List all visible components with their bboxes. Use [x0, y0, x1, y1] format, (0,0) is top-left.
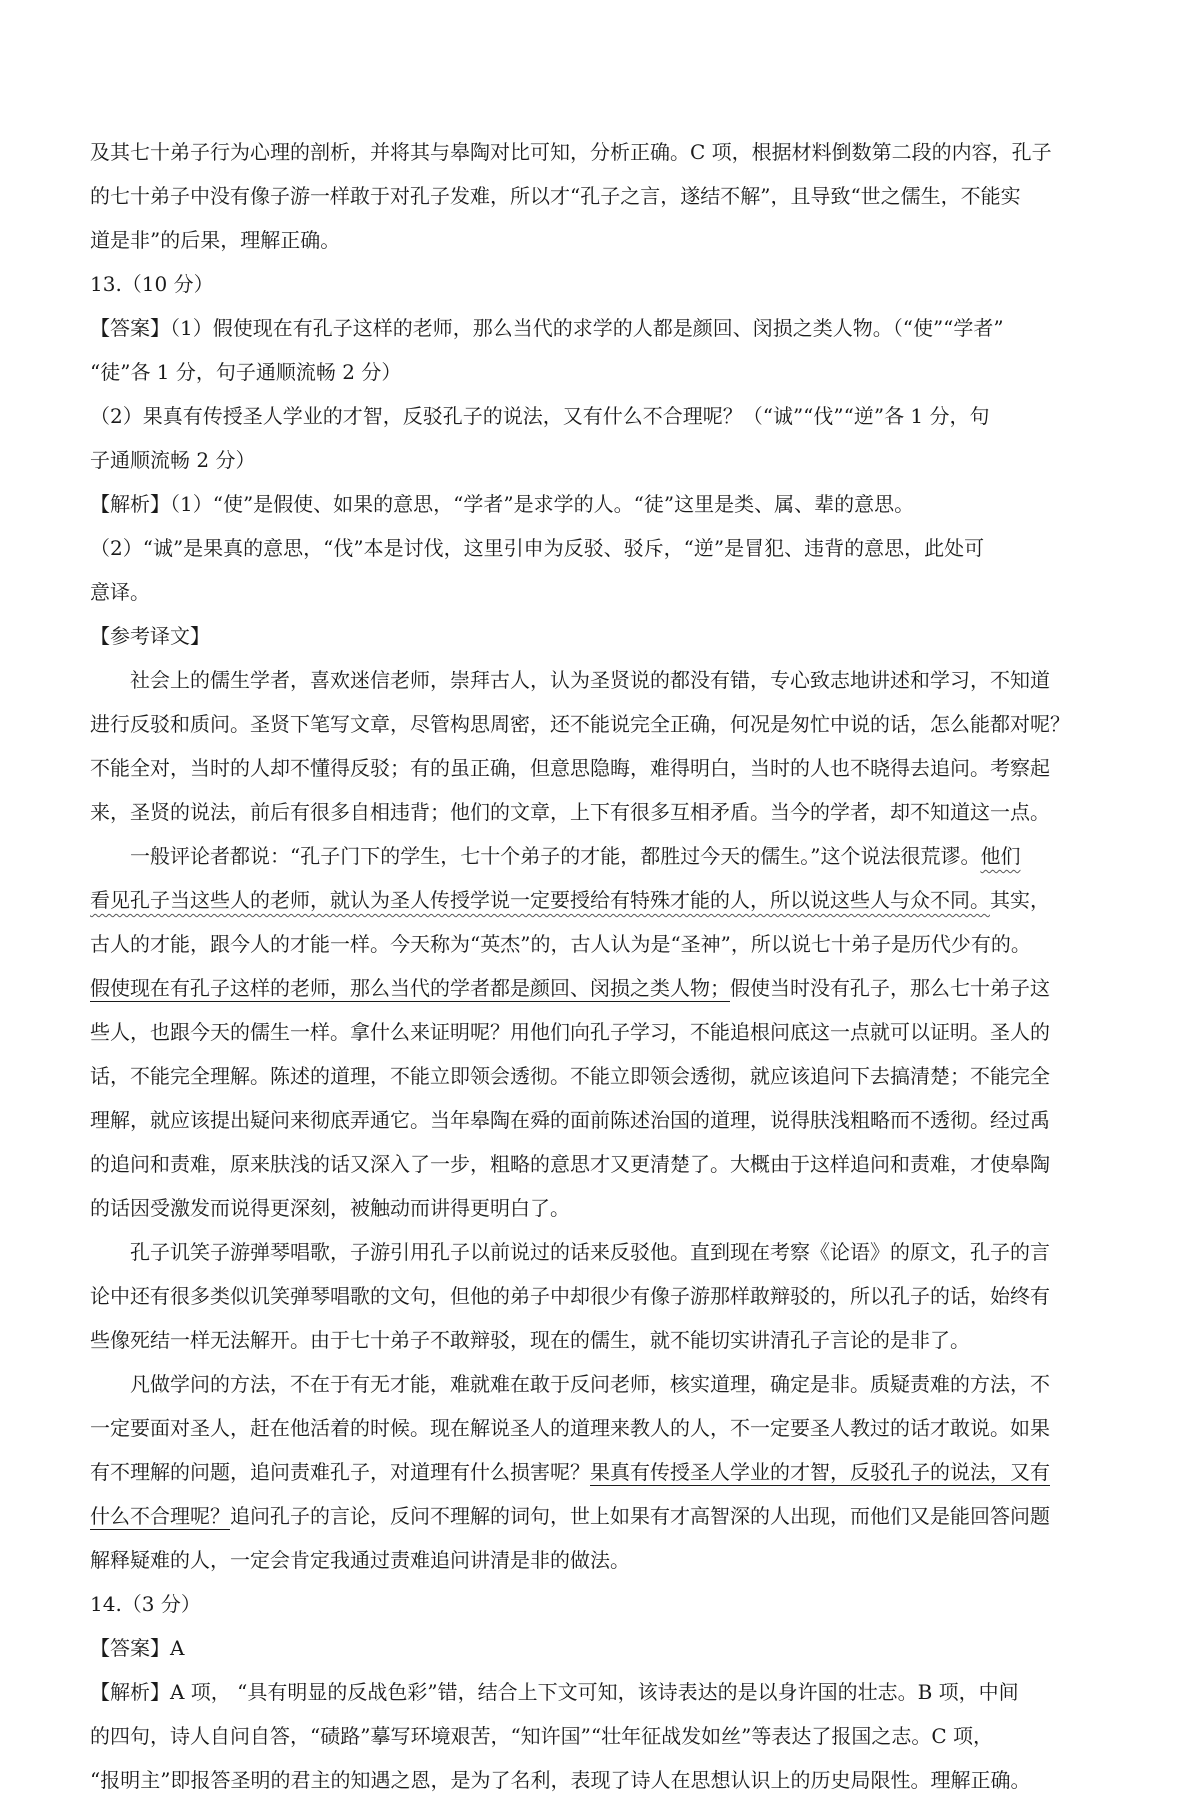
analysis-line: 意译。: [90, 580, 150, 604]
text-line: 社会上的儒生学者，喜欢迷信老师，崇拜古人，认为圣贤说的都没有错，专心致志地讲述和学习，不知道: [130, 668, 1050, 692]
underlined-text: 假使现在有孔子这样的老师，那么当代的学者都是颜回、闵损之类人物；: [90, 976, 730, 1000]
text-line: 话，不能完全理解。陈述的道理，不能立即领会透彻。不能立即领会透彻，就应该追问下去搞清楚；不能完全: [90, 1064, 1050, 1088]
text-line: 论中还有很多类似讥笑弹琴唱歌的文句，但他的弟子中却很少有像子游那样敢辩驳的，所以孔子的话，始终有: [90, 1284, 1050, 1308]
analysis-line: 的四句，诗人自问自答，“碛路”摹写环境艰苦，“知许国”“壮年征战发如丝”等表达了报国之志。C 项，: [90, 1724, 994, 1748]
question-number: 14.（3 分）: [90, 1592, 201, 1616]
question-number: 13.（10 分）: [90, 272, 214, 296]
reference-translation: [90, 614, 1110, 1582]
question-13: [90, 262, 1110, 614]
analysis-line: “报明主”即报答圣明的君主的知遇之恩，是为了名利，表现了诗人在思想认识上的历史局限性。理解正确。: [90, 1768, 1031, 1792]
answer-line: “徒”各 1 分，句子通顺流畅 2 分）: [90, 360, 402, 384]
text-segment: 其实，: [990, 888, 1050, 912]
text-segment: 有不理解的问题，追问责难孔子，对道理有什么损害呢？: [90, 1460, 590, 1484]
text-segment: 假使当时没有孔子，那么七十弟子这: [730, 976, 1050, 1000]
text-line: [90, 878, 1110, 922]
underlined-text: 果真有传授圣人学业的才智，反驳孔子的说法，又有: [590, 1460, 1050, 1484]
wavy-underlined-text: 他们: [980, 844, 1021, 868]
text-line: 解释疑难的人，一定会肯定我通过责难追问讲清是非的做法。: [90, 1548, 630, 1572]
question-14: [90, 1582, 1110, 1802]
answer-line: 【答案】（1）假使现在有孔子这样的老师，那么当代的求学的人都是颜回、闵损之类人物。（“使”“学者”: [90, 316, 1004, 340]
answer-line: （2）果真有传授圣人学业的才智，反驳孔子的说法，又有什么不合理呢？（“诚”“伐”“逆”各 1 分，句: [90, 404, 990, 428]
underlined-text: 什么不合理呢？: [90, 1504, 230, 1528]
wavy-underlined-text: 看见孔子当这些人的老师，就认为圣人传授学说一定要授给有特殊才能的人，所以说这些人与众不同。: [90, 888, 990, 912]
text-line: [90, 1450, 1110, 1494]
text-segment: 一般评论者都说：“孔子门下的学生，七十个弟子的才能，都胜过今天的儒生。”这个说法很荒谬。: [130, 844, 981, 868]
text-line: 的七十弟子中没有像子游一样敢于对孔子发难，所以才“孔子之言，遂结不解”，且导致“世之儒生，不能实: [90, 184, 1021, 208]
analysis-line: 【解析】（1）“使”是假使、如果的意思，“学者”是求学的人。“徒”这里是类、属、辈的意思。: [90, 492, 915, 516]
text-line: [90, 834, 1110, 878]
text-line: 来，圣贤的说法，前后有很多自相违背；他们的文章，上下有很多互相矛盾。当今的学者，却不知道这一点。: [90, 800, 1050, 824]
text-line: [90, 1494, 1110, 1538]
text-line: 一定要面对圣人，赶在他活着的时候。现在解说圣人的道理来教人的人，不一定要圣人教过的话才敢说。如果: [90, 1416, 1050, 1440]
analysis-line: 【解析】A 项， “具有明显的反战色彩”错，结合上下文可知，该诗表达的是以身许国的壮志。B 项，中间: [90, 1680, 1019, 1704]
translation-heading: 【参考译文】: [90, 624, 210, 648]
text-line: [90, 966, 1110, 1010]
prev-analysis-continuation: [90, 130, 1110, 262]
text-line: 孔子讥笑子游弹琴唱歌，子游引用孔子以前说过的话来反驳他。直到现在考察《论语》的原文，孔子的言: [130, 1240, 1050, 1264]
text-line: 道是非”的后果，理解正确。: [90, 228, 341, 252]
text-line: 凡做学问的方法，不在于有无才能，难就难在敢于反问老师，核实道理，确定是非。质疑责难的方法，不: [130, 1372, 1050, 1396]
text-line: 古人的才能，跟今人的才能一样。今天称为“英杰”的，古人认为是“圣神”，所以说七十弟子是历代少有的。: [90, 932, 1031, 956]
answer-line: 【答案】A: [90, 1636, 185, 1660]
text-line: 的追问和责难，原来肤浅的话又深入了一步，粗略的意思才又更清楚了。大概由于这样追问和责难，才使皋陶: [90, 1152, 1050, 1176]
answer-line: 子通顺流畅 2 分）: [90, 448, 256, 472]
text-line: 些人，也跟今天的儒生一样。拿什么来证明呢？用他们向孔子学习，不能追根问底这一点就可以证明。圣人的: [90, 1020, 1050, 1044]
text-segment: 追问孔子的言论，反问不理解的词句，世上如果有才高智深的人出现，而他们又是能回答问题: [230, 1504, 1050, 1528]
analysis-line: （2）“诚”是果真的意思，“伐”本是讨伐，这里引申为反驳、驳斥，“逆”是冒犯、违背的意思，此处可: [90, 536, 985, 560]
text-line: 理解，就应该提出疑问来彻底弄通它。当年皋陶在舜的面前陈述治国的道理，说得肤浅粗略而不透彻。经过禹: [90, 1108, 1050, 1132]
text-line: 不能全对，当时的人却不懂得反驳；有的虽正确，但意思隐晦，难得明白，当时的人也不晓得去追问。考察起: [90, 756, 1050, 780]
text-line: 进行反驳和质问。圣贤下笔写文章，尽管构思周密，还不能说完全正确，何况是匆忙中说的话，怎么能都对呢？: [90, 712, 1070, 736]
text-line: 些像死结一样无法解开。由于七十弟子不敢辩驳，现在的儒生，就不能切实讲清孔子言论的是非了。: [90, 1328, 970, 1352]
text-line: 及其七十弟子行为心理的剖析，并将其与皋陶对比可知，分析正确。C 项，根据材料倒数第二段的内容，孔子: [90, 140, 1052, 164]
text-line: 的话因受激发而说得更深刻，被触动而讲得更明白了。: [90, 1196, 570, 1220]
